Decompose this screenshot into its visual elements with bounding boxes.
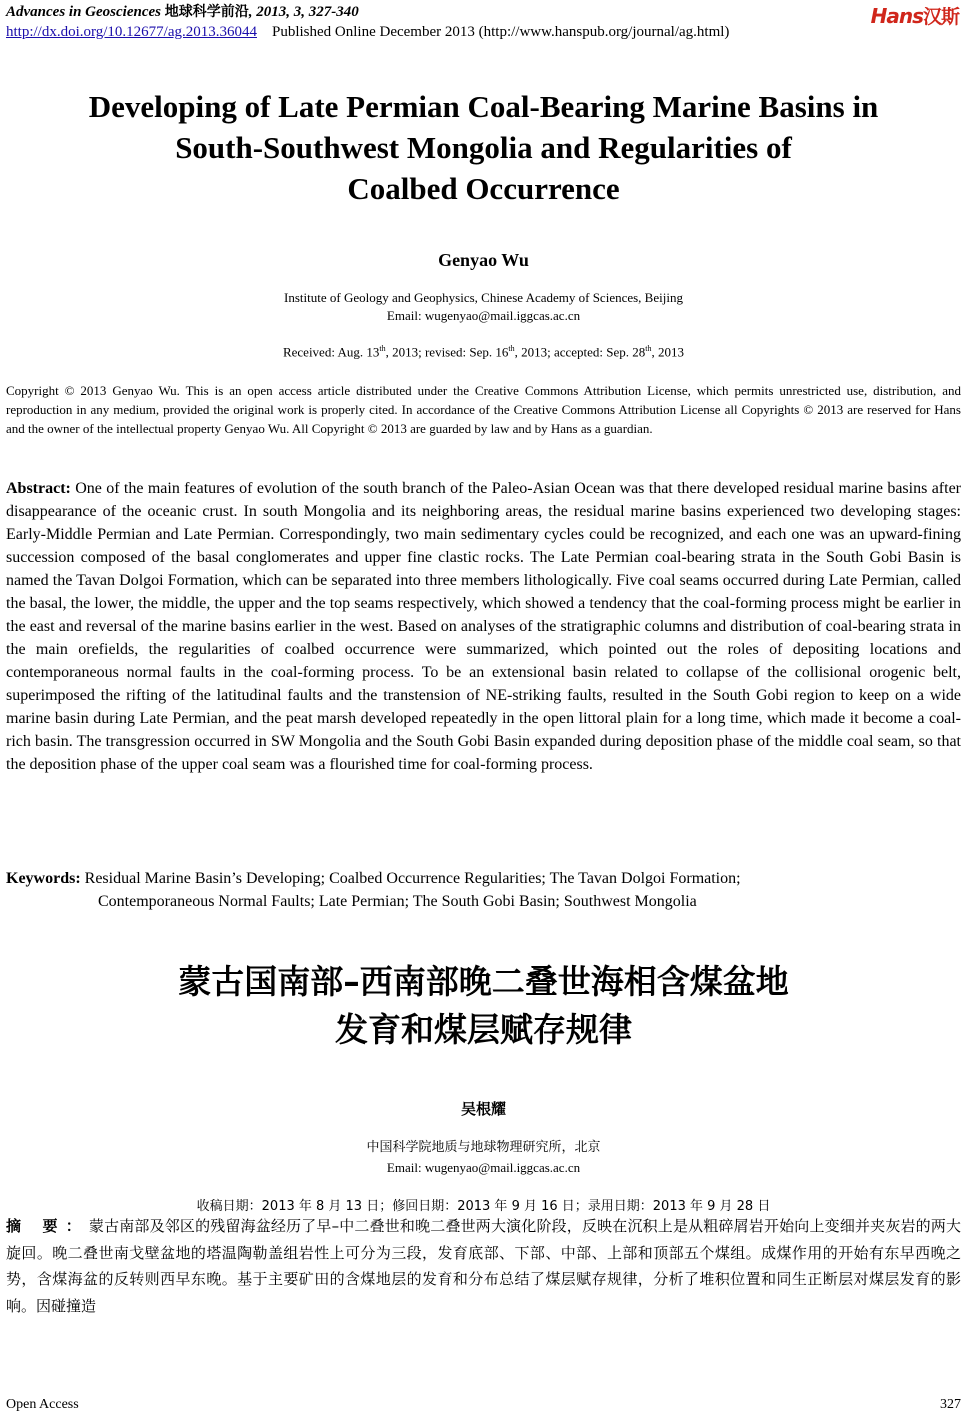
abstract-cn-text: 蒙古南部及邻区的残留海盆经历了早–中二叠世和晚二叠世两大演化阶段，反映在沉积上是从粗碎屑岩开始向上变细并夹灰岩的两大旋回。晚二叠世南戈壁盆地的塔温陶勒盖组岩性上可分为三段，发育底部、下部、中部、上部和顶部五个煤组。成煤作用的开始有东早西晚之势，含煤海盆的反转则西早东晚。基于主要矿田的含煤地层的发育和分布总结了煤层赋存规律，分析了堆积位置和同生正断层对煤层发育的影响。因碰撞造 [6,1217,961,1315]
email-text: Email: wugenyao@mail.iggcas.ac.cn [386,308,581,323]
abstract-cn [6,1213,961,1319]
abstract-en [6,477,961,776]
running-header [6,2,961,42]
abstract-text: One of the main features of evolution of the south branch of the Paleo-Asian Ocean was that there developed residual marine basins after disappearance of the oceanic crust. In south Mongolia and its neighboring areas, the residual marine basins experienced two developing stages: Early-Middle Permian and Late Permian. Correspondingly, two main sedimentary cycles could be recognized, and each one was an upward-fining succession composed of the basal conglomerates and upper fine clastic rocks. The Late Permian coal-bearing strata in the South Gobi Basin is named the Tavan Dolgoi Formation, which can be separated into three members lithologically. Five coal seams occurred during Late Permian, called the basal, the lower, the middle, the upper and the top seams respectively, which showed a tendency that the coal-forming process might be earlier in the east and reversal of the marine basins earlier in the west. Based on analyses of the stratigraphic columns and distribution of coal-bearing strata in the main orefields, the regularities of coalbed occurrence were summarized, which pointed out the roles of depositing locations and contemporaneous normal faults in the coal-forming process. To be an extensional basin related to collapse of the collisional orogenic belt, superimposed the rifting of the latitudinal faults and the transtension of NE-striking faults, resulted in the South Gobi region to keep on a wide marine basin during Late Permian, and the peat marsh developed repeatedly in the open littoral plain for a long time, which made it become a coal-rich basin. The transgression occurred in SW Mongolia and the South Gobi Basin expanded during deposition phase of the middle coal seam, so that the deposition phase of the upper coal seam was a flourished time for coal-forming process. [6,480,961,773]
volume-info: , 2013, 3, 327-340 [248,4,359,20]
author-cn: 吴根耀 [460,1100,506,1118]
open-access-label: Open Access [6,1397,79,1412]
title-cn-line: 蒙古国南部–西南部晚二叠世海相含煤盆地 [178,962,789,1001]
publisher-logo: Hans汉斯 [870,4,959,28]
journal-name-cn: 地球科学前沿 [164,4,249,20]
published-info: Published Online December 2013 (http://www.hanspub.org/journal/ag.html) [271,24,730,40]
dates-cn: 收稿日期：2013 年 8 月 13 日；修回日期：2013 年 9 月 16 日；录用日期：2013 年 9 月 28 日 [196,1199,771,1214]
affiliation-en [6,289,961,325]
keywords-label: Keywords: [6,870,81,887]
affiliation-cn [6,1138,961,1178]
title-line: Coalbed Occurrence [347,171,620,206]
affiliation-cn-text: 中国科学院地质与地球物理研究所，北京 [366,1140,601,1155]
page-footer [6,1397,961,1413]
keywords-line2: Contemporaneous Normal Faults; Late Permian; The South Gobi Basin; Southwest Mongolia [98,893,697,910]
abstract-label: Abstract: [6,480,71,497]
keywords-line1: Residual Marine Basin’s Developing; Coalbed Occurrence Regularities; The Tavan Dolgoi Formation; [80,870,741,887]
paper-title-cn [6,958,961,1054]
title-line: Developing of Late Permian Coal-Bearing Marine Basins in [88,89,879,124]
dates-en: Received: Aug. 13th, 2013; revised: Sep. 16th, 2013; accepted: Sep. 28th, 2013 [282,344,685,360]
keywords-en [6,867,961,913]
page-number: 327 [940,1397,961,1412]
journal-line [6,2,961,22]
title-line: South-Southwest Mongolia and Regularities of [175,130,792,165]
abstract-cn-label: 摘 要： [6,1217,89,1235]
title-cn-line: 发育和煤层赋存规律 [335,1010,632,1049]
affiliation-text: Institute of Geology and Geophysics, Chinese Academy of Sciences, Beijing [284,290,683,305]
paper-title-en [6,86,961,209]
email-cn-text: Email: wugenyao@mail.iggcas.ac.cn [386,1160,581,1175]
doi-line [6,22,961,42]
journal-name: Advances in Geosciences [6,4,161,20]
copyright-notice: Copyright © 2013 Genyao Wu. This is an open access article distributed under the Creative Commons Attribution License, which permits unrestricted use, distribution, and reproduction in any medium, provided the original work is properly cited. In accordance of the Creative Commons Attribution License all Copyrights © 2013 are reserved for Hans and the owner of the intellectual property Genyao Wu. All Copyright © 2013 are guarded by law and by Hans as a guardian. [6,383,961,436]
author-en: Genyao Wu [438,250,529,270]
doi-link[interactable]: http://dx.doi.org/10.12677/ag.2013.36044 [6,24,257,40]
